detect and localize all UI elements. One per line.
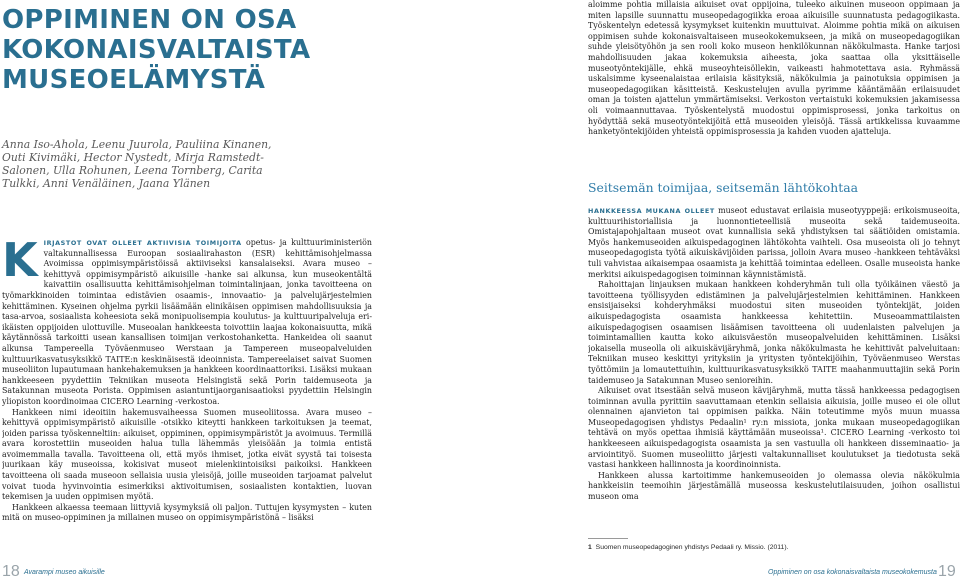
right-page (480, 0, 960, 586)
body-paragraph: Aikuiset ovat itsestään selvä museon kävijäryhmä, mutta tässä hankkeessa pedagogisen toiminnan avulla pyrittiin saavuttamaan etenkin sellaisia aikuisia, joille museo ei ole ollut olennainen ajanvieton tai oppimisen paikka. Näin toteutimme myös muun muassa Museopedagogisen yhdistys Pedaalin¹ ry:n missiota, jonka mukaan museopedagogiikan tehtävä on myös opettaa ihmisiä käyttämään museoissa¹. CICERO Learning -verkosto toi hankkeeseen aikuispedagogista osaamista ja sen vastuulla oli hankkeen disseminaatio- ja arviointityö. Suomen museoliitto järjesti valtakunnalliset koulutukset ja tiedotusta sekä vastasi hankkeen hallinnosta ja koordinoinnista. (588, 386, 960, 470)
lead-in-caps: IRJASTOT OVAT OLLEET AKTIIVISIA TOIMIJOITA (43, 239, 242, 247)
intro-paragraph-text: opetus- ja kulttuuriministeriön valtakunnallisessa Euroopan sosiaalirahaston (ESR) kehittämisohjelmassa Avoimissa oppimisympäristöissä aktiiviseksi kansalaiseksi. Avara museo – kehittyvä oppimisympäristö aikuisille -hanke sai alkunsa, kun museokentältä kaivattiin osallisuutta kehittämisohjelman toimintalinjaan, jonka tavoitteena on työmarkkinoiden toimintaa edistävien osaamis-, innovaatio- ja palvelujärjestelmien kehittäminen. Kyseinen ohjelma pyrkii lisäämään elinikäisen oppimisen mahdollisuuksia ja tasa-arvoa, sosiaalista koheesiota sekä monipuolisempia koulutus- ja kulttuuripalveluja eri-ikäisten oppijoiden ulottuville. Museoalan hankkeesta toivottiin laajaa kokonaisuutta, mikä käytännössä tarkoitti usean kansallisen toimijan verkostohanketta. Hankeidea oli saanut alkunsa Tampereella Työväenmuseo Werstaan ja Tampereen museopalveluiden kulttuurikasvatusyksikkö TAITE:n keskinäisestä ideoinnista. Tampereelaiset saivat Suomen museoliiton lupautumaan hankehakemuksen ja hankkeen koordinaattoriksi. Lisäksi mukaan hankkeeseen pyydettiin Tekniikan museota Helsingistä sekä Porin taidemuseota ja Satakunnan museota Porista. Oppimisen asiantuntijaorganisaatioksi pyydettiin Helsingin yliopiston koordinoimaa CICERO Learning -verkostoa. (2, 238, 372, 406)
title-line-1: OPPIMINEN ON OSA (2, 5, 297, 35)
body-paragraph: Hankkeen alussa kartoitimme hankemuseoiden jo olemassa olevia näkökulmia hankkeisiin teemoihin järjestämällä museossa keskustelutilaisuuden, joihon osallistui museon oma (588, 470, 960, 502)
body-paragraph: Hankkeen nimi ideoitiin hakemusvaiheessa Suomen museoliitossa. Avara museo – kehittyvä oppimisympäristö aikuisille -otsikko kiteytti hankkeen tarkoituksen ja teemat, joiden parissa työskenneltiin: aikuiset, oppiminen, oppimisympäristöt ja avoimuus. Termillä avara korostettiin museoiden halua tulla lähemmäs yleisöään ja toimia entistä avoimemmalla tavalla. Tavoitteena oli, että myös ihmiset, jotka eivät syystä tai toisesta juurikaan käy museoissa, kokisivat museot mielenkiintoisiksi paikoiksi. Hankkeen tavoitteena oli saada museoon sellaisia uusia yleisöjä, joille museoiden tarjoamat palvelut voivat tuoda hyvinvointia esimerkiksi aktivoitumisen, sosiaalisten kontaktien, luovan tekemisen ja uuden oppimisen myötä. (2, 407, 372, 502)
right-body-text (588, 206, 960, 528)
title-line-3: MUSEOELÄMYSTÄ (2, 65, 266, 95)
page-number-right: 19 (938, 563, 956, 580)
left-body-text (2, 238, 372, 556)
page-number-left: 18 (2, 563, 20, 580)
lead-in-caps: HANKKEESSA MUKANA OLLEET (588, 207, 715, 215)
footnote-divider (588, 538, 628, 539)
continued-paragraph: aloimme pohtia millaisia aikuiset ovat oppijoina, tuleeko aikuinen museoon oppimaan ja miten lapsille suunnattu museopedagogiikka eroaa aikuisille suunnatusta pedagogiikasta. Työskentelyn edetessä kysymykset kuitenkin muuttuivat. Aloimme pohtia mikä on aikuisen oppimisen suhde kokonaisvaltaiseen museokokemukseen, ja mikä on museopedagogiikan suhde yleisötyöhön ja sen rooli koko museon henkilökunnan näkökulmasta. Hanke tarjosi mahdollisuuden jakaa kokemuksia aiheesta, joka saattaa olla yksittäiselle museotyöntekijälle, ehkä museoyhteisöllekin, vaikeasti hahmotettava asia. Ryhmässä uskalsimme kyseenalaistaa erilaisia käsityksiä, näkökulmia ja painotuksia oppimisen ja museopedagogiikan käsitteistä. Keskustelujen avulla pyrimme kääntämään erilaisuudet oman ja toisten ajattelun ymmärtämiseksi. Verkoston vertaistuki kokemuksien jakamisessa oli voimaannuttavaa. Työskentelystä muodostui oppimisprosessi, jonka tarkoitus on hyödyttää sekä museotyöntekijöitä että museoiden yleisöjä. Tässä artikkelissa kuvaamme hanketyöntekijöiden yhteistä oppimisprosessia ja kahden vuoden ajatteluja. (588, 0, 960, 137)
right-top-text (588, 0, 960, 146)
author-list: Anna Iso-Ahola, Leenu Juurola, Pauliina Kinanen, Outi Kivimäki, Hector Nystedt, Mirja Ramstedt-Salonen, Ulla Rohunen, Leena Tornberg, Carita Tulkki, Anni Venäläinen, Jaana Ylänen (2, 138, 272, 190)
drop-cap: K (2, 238, 38, 287)
article-title (2, 5, 310, 95)
title-line-2: KOKONAISVALTAISTA (2, 35, 311, 65)
body-paragraph: Rahoittajan linjauksen mukaan hankkeen kohderyhmän tuli olla työikäinen väestö ja tavoitteena työllisyyden edistäminen ja palvelujärjestelmien kehittäminen. Hankkeen ensisijaiseksi kohderyhmäksi muodostui siten museoiden työntekijät, joiden aikuispedagogista osaamista hankkeessa kehitettiin. Museoammattilaisten aikuispedagogisen osaamisen lisäämisen tavoitteena oli uudenlaisten palvelujen ja toimintamallien kautta koko aikuisväestön museopalveluiden kehittäminen. Lisäksi jokaisella museolla oli aikuiskävijäryhmä, jonka näkökulmasta he kehittivät palveluitaan: Tekniikan museo keskittyi yrityksiin ja yritysten työntekijöihin, Työväenmuseo Werstas työttömiin ja lomautettuihin, kulttuurikasvatusyksikkö TAITE maahanmuuttajiin sekä Porin taidemuseo ja Satakunnan Museo senioreihin. (588, 280, 960, 385)
section-intro-text: museot edustavat erilaisia museotyyppejä: erikoismuseoita, kulttuurihistoriallisia ja luonnontieteellisiä museoita sekä taidemuseoita. Omistajapohjaltaan museot ovat kunnallisia sekä yhdistyksen tai säätiöiden omistamia. Myös hankemuseoiden aikuispedagoginen lähtökohta vaihteli. Osa museoista oli jo tehnyt museopedagogista työtä aikuiskävijöiden parissa, jolloin Avara museo -hankkeen tehtäväksi tuli vahvistaa aikaisempaa osaamista ja kehittää toimintaa edelleen. Osalle museoista hanke merkitsi aikuispedagogisen toiminnan käynnistämistä. (588, 206, 960, 279)
section-intro-paragraph (588, 206, 960, 280)
intro-paragraph (2, 238, 372, 408)
body-paragraph: Hankkeen alkaessa teemaan liittyviä kysymyksiä oli paljon. Tuttujen kysymysten – kuten mitä on museo-oppiminen ja millainen museo on oppimisympäristönä – lisäksi (2, 502, 372, 523)
footnote (588, 544, 788, 551)
footnote-number: 1 (588, 544, 592, 551)
footnote-text: Suomen museopedagoginen yhdistys Pedaali ry. Missio. (2011). (595, 544, 789, 551)
section-heading: Seitsemän toimijaa, seitsemän lähtökohtaa (588, 180, 858, 195)
running-footer-left: Avarampi museo aikuisille (24, 569, 105, 576)
running-footer-right: Oppiminen on osa kokonaisvaltaista museokokemusta (768, 569, 937, 576)
